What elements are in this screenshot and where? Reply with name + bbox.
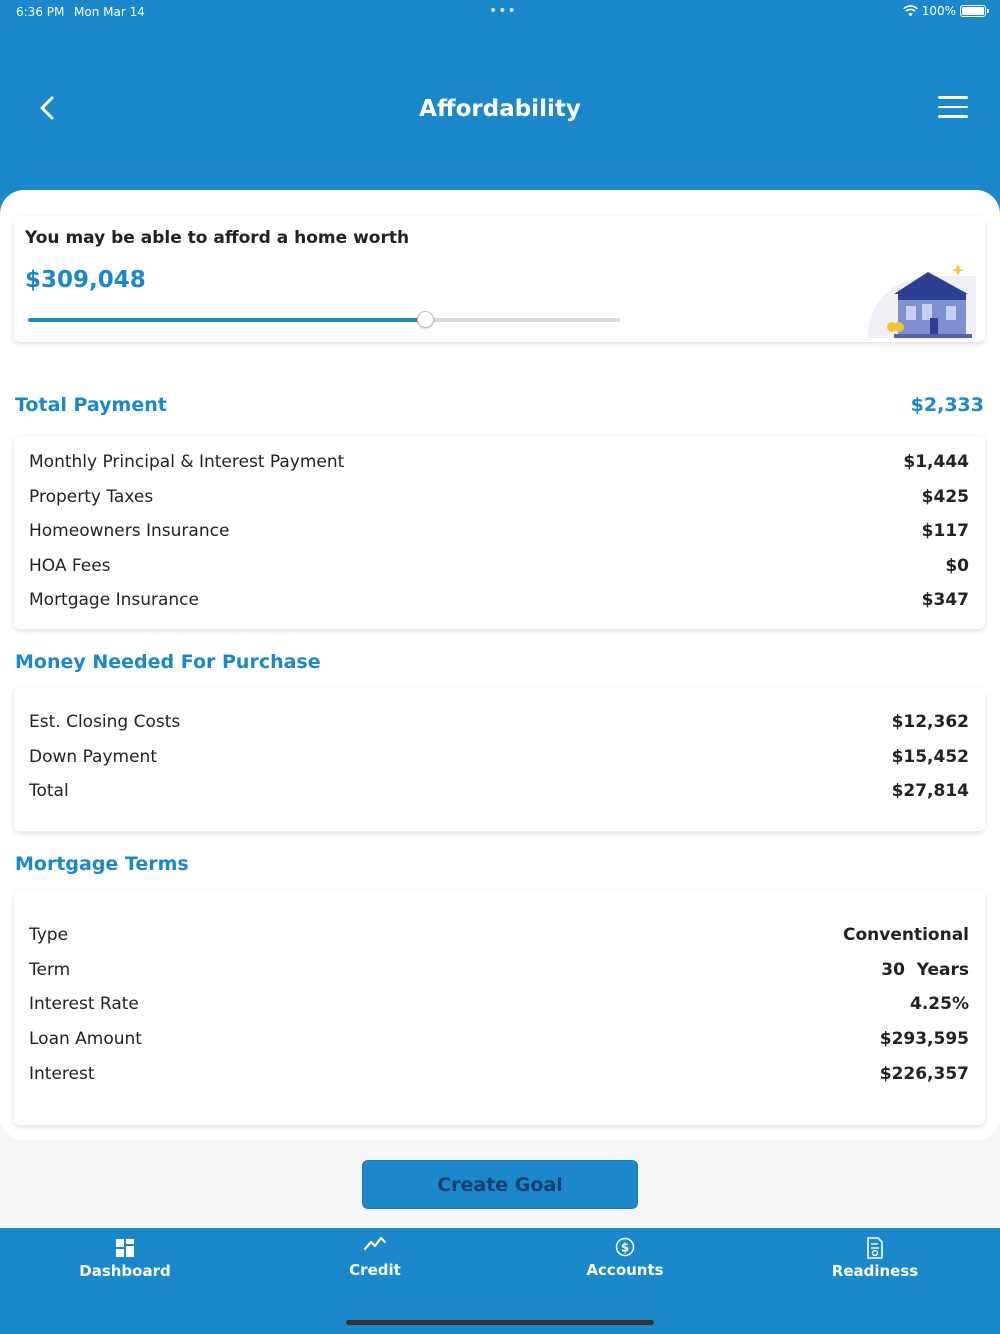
row-value: $117 — [921, 521, 969, 541]
row-value: $226,357 — [879, 1064, 969, 1084]
status-date: Mon Mar 14 — [74, 5, 145, 19]
row-value: $293,595 — [879, 1029, 969, 1049]
battery-percent: 100% — [921, 4, 956, 18]
row-label: HOA Fees — [29, 556, 111, 576]
payment-row — [29, 586, 969, 616]
row-value: $27,814 — [891, 781, 969, 801]
money-row — [29, 708, 969, 738]
status-bar — [0, 0, 1000, 24]
dashboard-icon — [113, 1236, 137, 1260]
status-time: 6:36 PM — [16, 5, 65, 19]
payment-row — [29, 448, 969, 478]
svg-text:$: $ — [620, 1240, 630, 1255]
tab-readiness[interactable] — [750, 1228, 1000, 1308]
row-label: Interest Rate — [29, 994, 139, 1014]
tab-label: Readiness — [831, 1262, 919, 1280]
mortgage-terms-title: Mortgage Terms — [15, 853, 189, 875]
battery-icon — [960, 5, 986, 17]
tab-credit[interactable] — [250, 1228, 500, 1308]
slider-fill — [28, 318, 425, 322]
row-label: Property Taxes — [29, 487, 154, 507]
terms-row — [29, 990, 969, 1020]
row-label: Homeowners Insurance — [29, 521, 230, 541]
bottom-tab-bar — [0, 1228, 1000, 1334]
house-illustration-icon — [866, 260, 976, 338]
row-value: Conventional — [842, 925, 969, 945]
row-value: $425 — [921, 487, 969, 507]
terms-row — [29, 1025, 969, 1055]
money-needed-title: Money Needed For Purchase — [15, 651, 321, 673]
mortgage-terms-card — [14, 890, 985, 1125]
payment-row — [29, 483, 969, 513]
terms-row — [29, 921, 969, 951]
money-row — [29, 743, 969, 773]
row-label: Down Payment — [29, 747, 157, 767]
afford-slider[interactable] — [28, 318, 620, 322]
credit-chart-icon — [363, 1232, 387, 1256]
hamburger-menu-icon[interactable] — [938, 96, 968, 120]
row-label: Monthly Principal & Interest Payment — [29, 452, 345, 472]
row-label: Total — [29, 781, 69, 801]
total-payment-value: $2,333 — [910, 394, 984, 416]
row-value: $347 — [921, 590, 969, 610]
money-needed-card — [14, 687, 985, 831]
accounts-dollar-icon — [613, 1235, 637, 1259]
total-payment-card — [14, 436, 985, 629]
tab-label: Dashboard — [79, 1262, 171, 1280]
home-indicator — [346, 1320, 654, 1325]
slider-thumb[interactable] — [417, 311, 434, 328]
row-label: Interest — [29, 1064, 95, 1084]
tab-label: Accounts — [586, 1261, 664, 1279]
payment-row — [29, 517, 969, 547]
total-payment-title: Total Payment — [15, 394, 167, 416]
row-value: $0 — [945, 556, 969, 576]
tab-dashboard[interactable] — [0, 1228, 250, 1308]
afford-label: You may be able to afford a home worth — [25, 228, 410, 248]
afford-value: $309,048 — [25, 267, 146, 293]
status-right — [903, 4, 986, 18]
payment-row — [29, 552, 969, 582]
row-value: 4.25% — [910, 994, 969, 1014]
page-title: Affordability — [419, 96, 581, 122]
row-label: Mortgage Insurance — [29, 590, 199, 610]
row-value: $15,452 — [891, 747, 969, 767]
row-value: 30 Years — [881, 960, 969, 980]
money-row — [29, 777, 969, 807]
create-goal-button[interactable]: Create Goal — [362, 1160, 638, 1209]
tab-accounts[interactable] — [500, 1228, 750, 1308]
tab-label: Credit — [349, 1261, 401, 1279]
terms-row — [29, 1060, 969, 1090]
row-label: Type — [29, 925, 69, 945]
multitask-dots[interactable]: ••• — [489, 3, 517, 19]
row-label: Term — [29, 960, 71, 980]
readiness-document-icon — [863, 1236, 887, 1260]
row-value: $1,444 — [903, 452, 969, 472]
affordability-card — [14, 216, 985, 342]
terms-row — [29, 956, 969, 986]
row-value: $12,362 — [891, 712, 969, 732]
wifi-icon — [903, 5, 918, 17]
row-label: Est. Closing Costs — [29, 712, 181, 732]
row-label: Loan Amount — [29, 1029, 142, 1049]
